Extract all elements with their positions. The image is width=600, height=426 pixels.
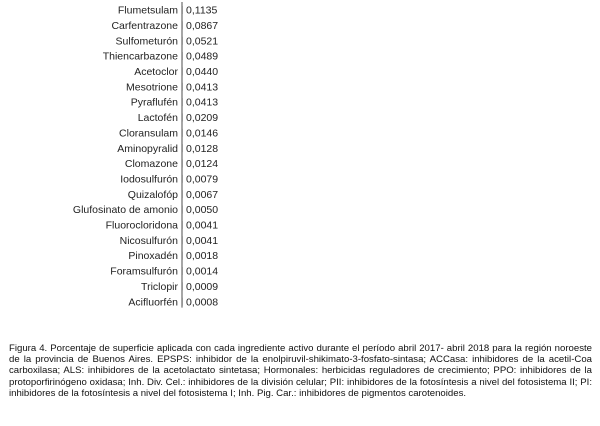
value-label: 0,0018 bbox=[186, 250, 219, 263]
category-label: Thiencarbazone bbox=[102, 50, 178, 63]
category-label: Acifluorfén bbox=[128, 296, 178, 309]
figure-caption: Figura 4. Porcentaje de superficie aplicada con cada ingrediente activo durante el período abril 2017- abril 2018 para la región noroeste de la provincia de Buenos Aires. EPSPS: inhibidor de la enolpiruvil-shikimato-3-fosfato-sintasa; ACCasa: inhibidores de la acetil-Coa carboxilasa; ALS: inhibidores de la acetolactato sintetasa; Hormonales: herbicidas reguladores de crecimiento; PPO: inhibidores de la protoporfirinógeno oxidasa; Inh. Div. Cel.: inhibidores de la división celular; PII: inhibidores de la fotosíntesis a nivel del fotosistema II; PI: inhibidores de la fotosíntesis a nivel del fotosistema I; Inh. Pig. Car.: inhibidores de pigmentos carotenoides. bbox=[9, 343, 592, 399]
value-label: 0,0041 bbox=[186, 234, 219, 247]
value-label: 0,0008 bbox=[186, 296, 219, 309]
value-label: 0,0128 bbox=[186, 142, 219, 155]
category-label: Glufosinato de amonio bbox=[72, 204, 178, 217]
value-label: 0,0440 bbox=[186, 66, 219, 78]
category-label: Carfentrazone bbox=[111, 19, 178, 32]
value-label: 0,0867 bbox=[186, 19, 219, 32]
category-label: Mesotrione bbox=[126, 81, 178, 94]
value-label: 0,1135 bbox=[186, 4, 218, 17]
category-label: Nicosulfurón bbox=[119, 234, 178, 247]
value-label: 0,0067 bbox=[186, 188, 219, 201]
category-label: Triclopir bbox=[141, 280, 178, 293]
value-label: 0,0413 bbox=[186, 96, 219, 109]
category-label: Foramsulfurón bbox=[110, 265, 178, 278]
category-label: Clomazone bbox=[124, 158, 178, 171]
category-label: Sulfometurón bbox=[115, 35, 178, 48]
category-label: Iodosulfurón bbox=[120, 173, 178, 186]
value-label: 0,0146 bbox=[186, 127, 219, 140]
category-label: Aminopyralid bbox=[117, 142, 178, 155]
category-label: Acetoclor bbox=[134, 66, 178, 78]
category-label: Pyraflufén bbox=[130, 96, 178, 109]
value-label: 0,0209 bbox=[186, 112, 219, 125]
category-label: Quizalofóp bbox=[127, 188, 178, 201]
category-label: Pinoxadén bbox=[128, 250, 178, 263]
value-label: 0,0050 bbox=[186, 204, 219, 217]
category-label: Flumetsulam bbox=[117, 4, 178, 17]
value-label: 0,0489 bbox=[186, 50, 219, 63]
value-label: 0,0009 bbox=[186, 280, 219, 293]
category-label: Fluorocloridona bbox=[105, 219, 178, 232]
value-label: 0,0079 bbox=[186, 173, 219, 186]
value-label: 0,0014 bbox=[186, 265, 219, 278]
category-label: Cloransulam bbox=[119, 127, 178, 140]
value-label: 0,0413 bbox=[186, 81, 219, 94]
value-label: 0,0521 bbox=[186, 35, 219, 48]
category-label: Lactofén bbox=[137, 112, 178, 125]
value-label: 0,0041 bbox=[186, 219, 219, 232]
value-label: 0,0124 bbox=[186, 158, 219, 171]
